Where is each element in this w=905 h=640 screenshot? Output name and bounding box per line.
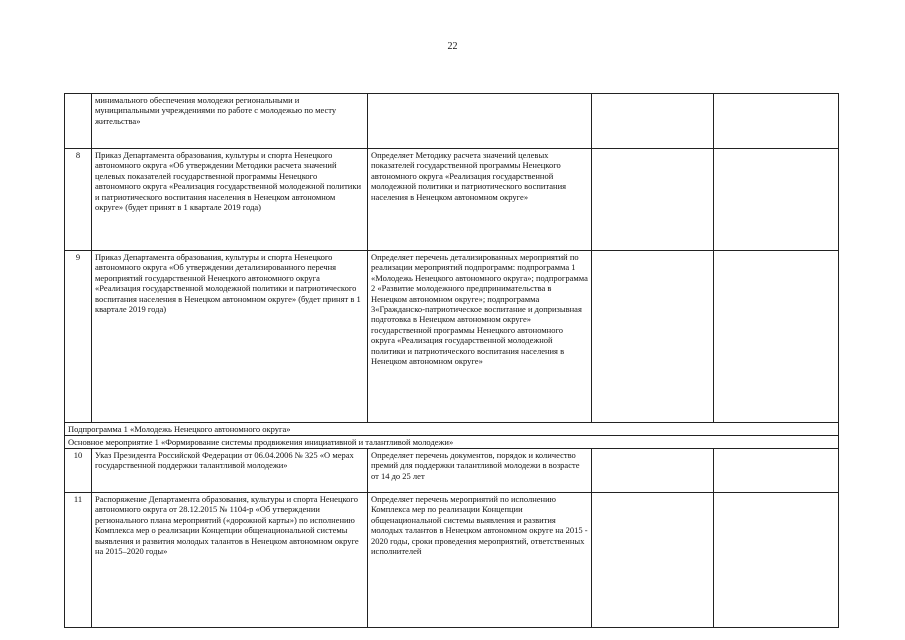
main-activity-row [65, 436, 839, 449]
extra-cell [592, 251, 714, 423]
document-cell: Приказ Департамента образования, культуры и спорта Ненецкого автономного округа «Об утверждении детализированного перечня мероприятий государственной Ненецкого автономного округа «Реализация государственной молодежной политики и патриотического воспитания населения в Ненецком автономном округе» (будет принят в 1 квартале 2019 года) [92, 251, 368, 423]
table-row [65, 251, 839, 423]
extra-cell [714, 493, 839, 628]
document-cell: Указ Президента Российской Федерации от 06.04.2006 № 325 «О мерах государственной поддержки талантливой молодежи» [92, 449, 368, 493]
extra-cell [714, 449, 839, 493]
extra-cell [714, 94, 839, 149]
page-number: 22 [447, 41, 458, 52]
main-activity-title: Основное мероприятие 1 «Формирование системы продвижения инициативной и талантливой молодежи» [65, 436, 839, 449]
extra-cell [592, 94, 714, 149]
document-cell: минимального обеспечения молодежи региональными и муниципальными учреждениями по работе с молодежью по месту жительства» [92, 94, 368, 149]
row-number: 9 [65, 251, 92, 423]
extra-cell [592, 449, 714, 493]
purpose-cell: Определяет перечень детализированных мероприятий по реализации мероприятий подпрограмм: подпрограмма 1 «Молодежь Ненецкого автономного округа»; подпрограмма 2 «Развитие молодежного предпринимательства в Ненецком автономном округе»; подпрограмма 3«Гражданско-патриотическое воспитание и допризывная подготовка в Ненецком автономном округе» государственной программы Ненецкого автономного округа «Реализация государственной молодежной политики и патриотического воспитания населения в Ненецком автономном округе» [368, 251, 592, 423]
table-row [65, 149, 839, 251]
purpose-cell: Определяет перечень мероприятий по исполнению Комплекса мер по реализации Концепции общенациональной системы выявления и развития молодых талантов в Ненецком автономном округе на 2015 - 2020 годы, сроки проведения мероприятий, ответственных исполнителей [368, 493, 592, 628]
regulatory-table [64, 93, 839, 628]
document-cell: Распоряжение Департамента образования, культуры и спорта Ненецкого автономного округа от 28.12.2015 № 1104-р «Об утверждении регионального плана мероприятий («дорожной карты») по исполнению Комплекса мер о реализации Концепции общенациональной системы выявления и развития молодых талантов в Ненецком автономном округе на 2015–2020 годы» [92, 493, 368, 628]
extra-cell [714, 251, 839, 423]
document-cell: Приказ Департамента образования, культуры и спорта Ненецкого автономного округа «Об утверждении Методики расчета значений целевых показателей государственной программы Ненецкого автономного округа «Реализация государственной молодежной политики и патриотического воспитания населения в Ненецком автономном округе» (будет принят в 1 квартале 2019 года) [92, 149, 368, 251]
row-number: 8 [65, 149, 92, 251]
subprogram-row [65, 423, 839, 436]
table-row [65, 94, 839, 149]
row-number: 10 [65, 449, 92, 493]
row-number: 11 [65, 493, 92, 628]
extra-cell [714, 149, 839, 251]
purpose-cell: Определяет перечень документов, порядок и количество премий для поддержки талантливой молодежи в возрасте от 14 до 25 лет [368, 449, 592, 493]
subprogram-title: Подпрограмма 1 «Молодежь Ненецкого автономного округа» [65, 423, 839, 436]
extra-cell [592, 493, 714, 628]
table-row [65, 493, 839, 628]
extra-cell [592, 149, 714, 251]
row-number [65, 94, 92, 149]
table-row [65, 449, 839, 493]
purpose-cell: Определяет Методику расчета значений целевых показателей государственной программы Ненецкого автономного округа «Реализация государственной молодежной политики и патриотического воспитания населения в Ненецком автономном округе» [368, 149, 592, 251]
purpose-cell [368, 94, 592, 149]
